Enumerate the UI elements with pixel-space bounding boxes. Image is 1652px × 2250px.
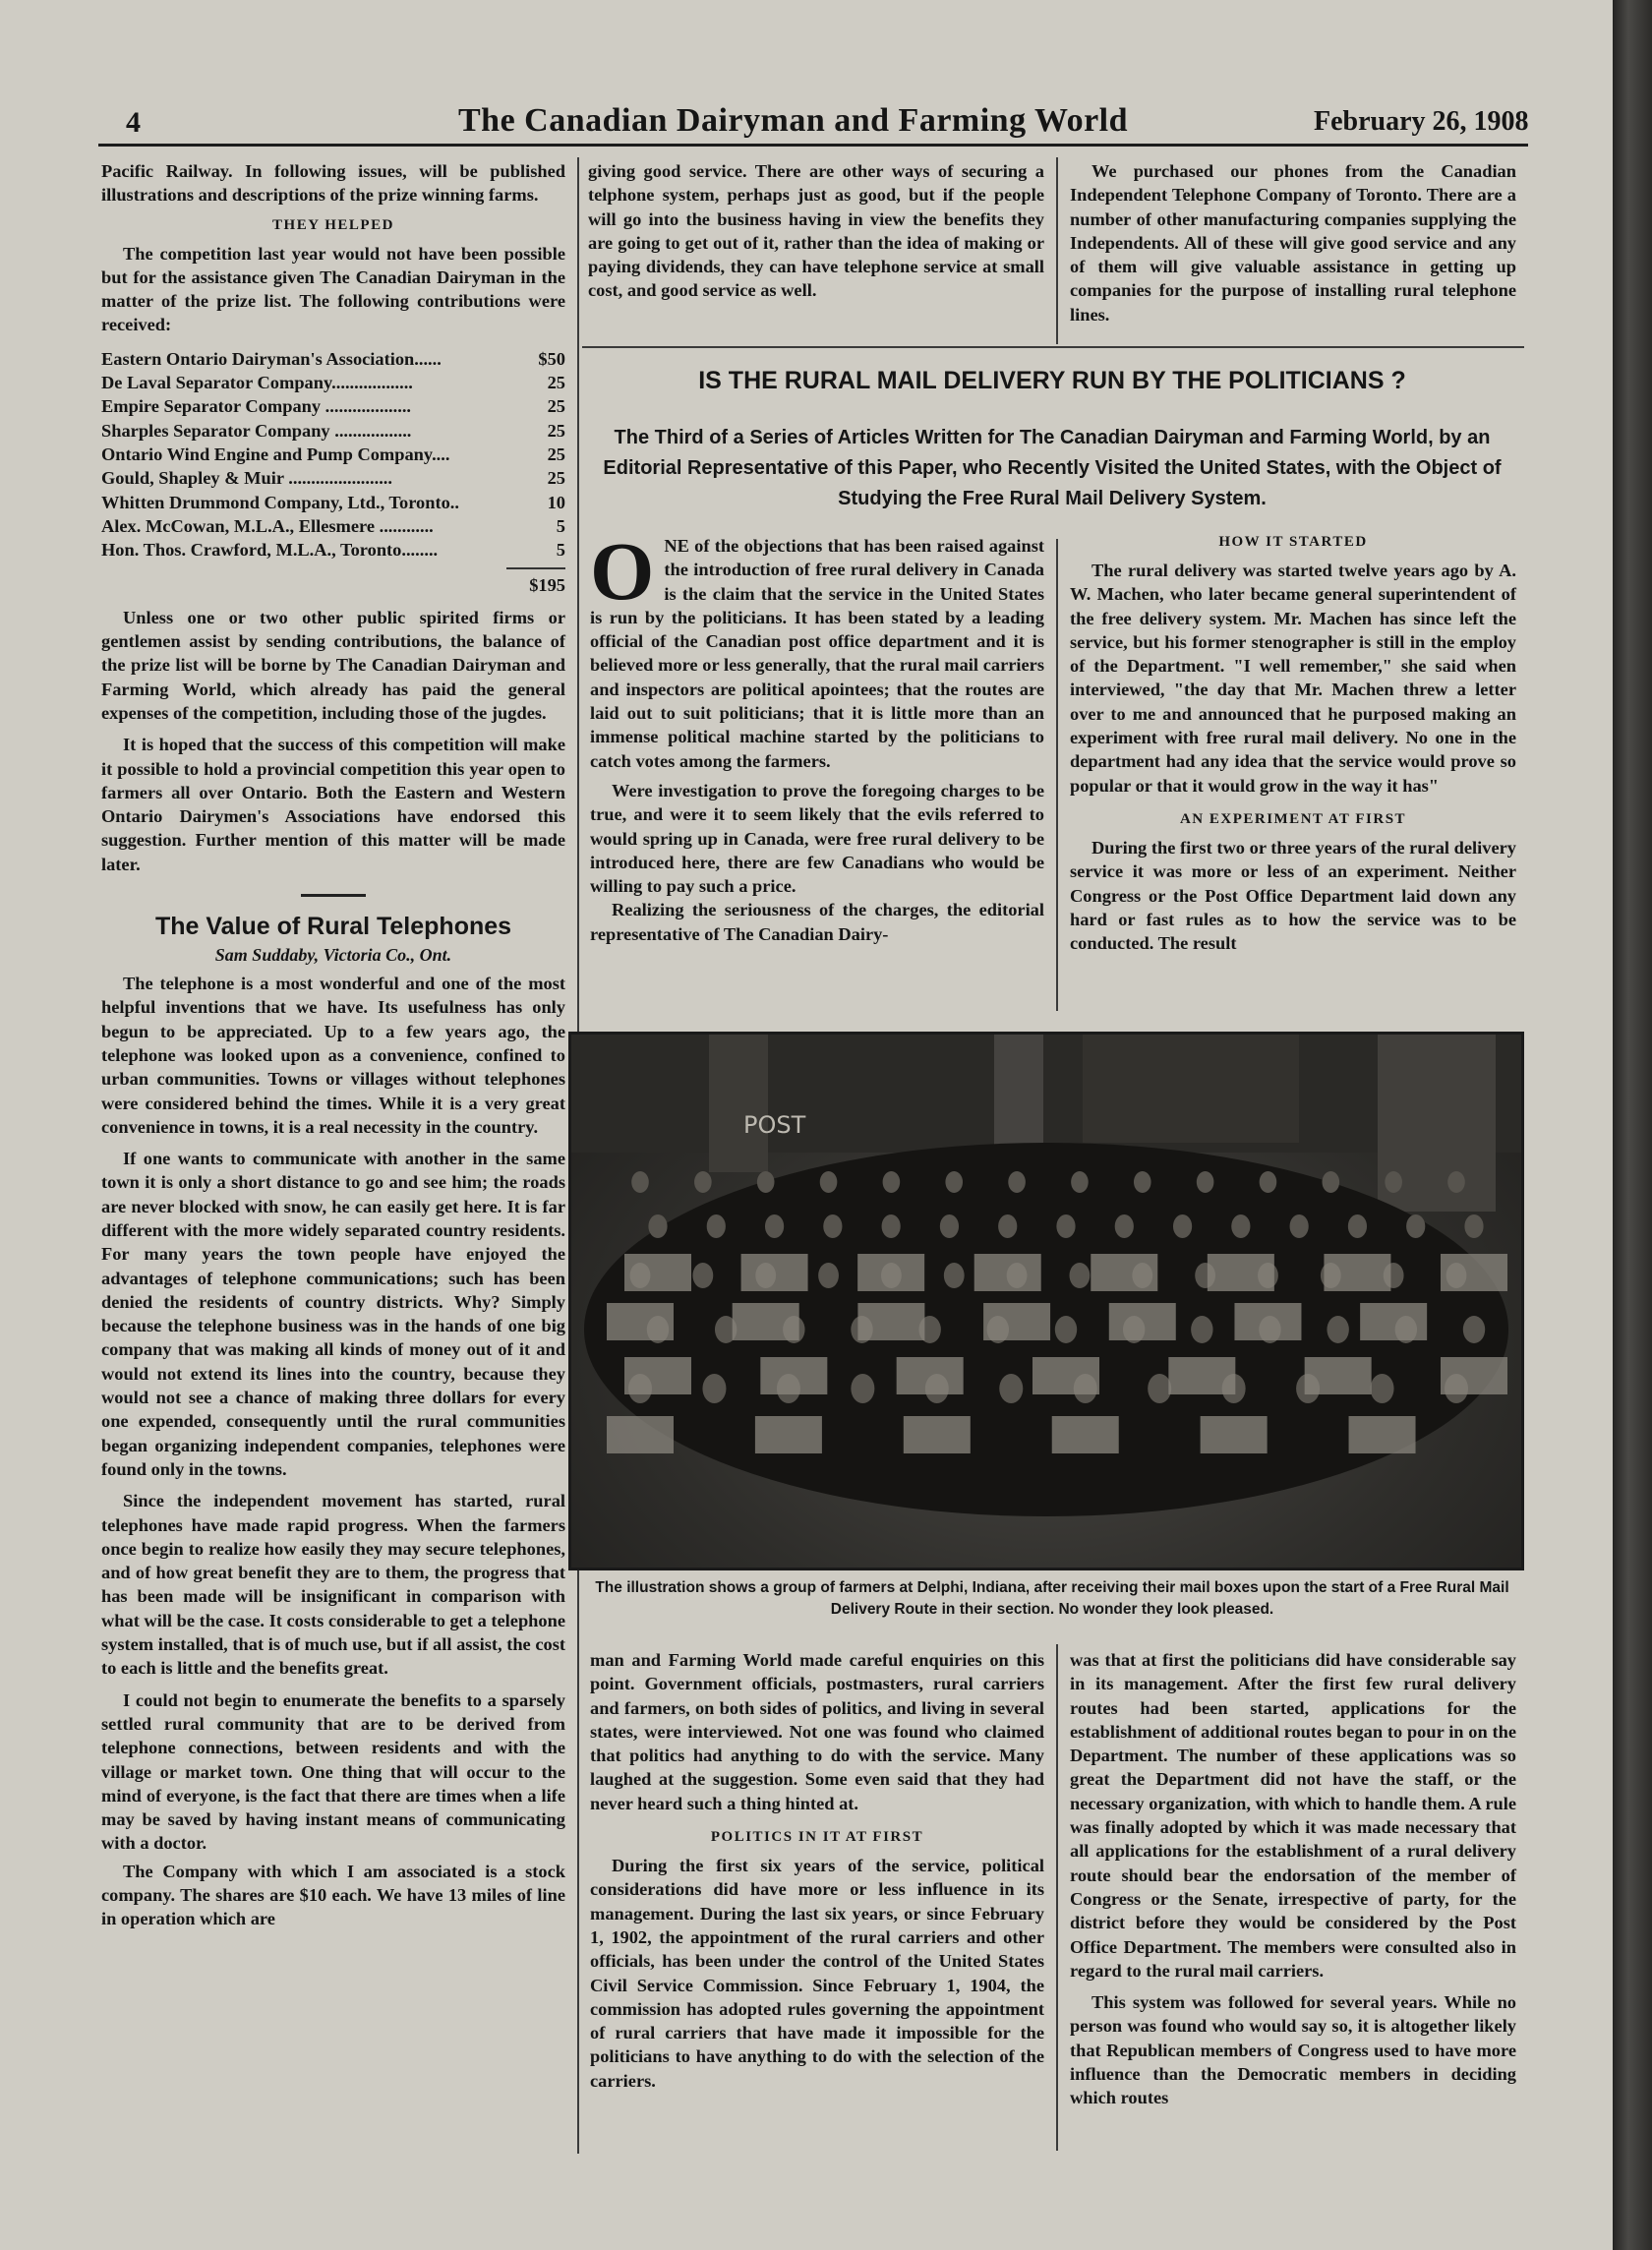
contribution-row (101, 491, 565, 514)
politics-heading: POLITICS IN IT AT FIRST (710, 1829, 924, 1846)
mail-paragraph: Were investigation to prove the foregoing charges to be true, and were it to seem likely that the evils referred to would spring up in Canada, were free rural delivery to be introduced here, there are few Canadians who would be willing to pay such a price. (590, 780, 1044, 897)
contribution-amount: 25 (547, 444, 565, 464)
column-left (101, 159, 565, 1931)
contribution-amount: 25 (547, 468, 565, 489)
contributor-name: Ontario Wind Engine and Pump Company.... (101, 444, 450, 464)
contribution-row (101, 466, 565, 490)
column-divider-bottom (1056, 1644, 1058, 2151)
page-number: 4 (126, 106, 141, 139)
mail-paragraph: During the first two or three years of the rural delivery service it was more or less of an experiment. Neither Congress or the Post Office Department laid down any hard or fast rules as to how the service was to be conducted. The result (1070, 837, 1516, 954)
contributor-name: Sharples Separator Company ................. (101, 420, 412, 441)
contributor-name: Gould, Shapley & Muir ....................... (101, 468, 392, 489)
telephone-paragraph: If one wants to communicate with another in the same town it is only a short distance to go and see him; the roads are never blocked with snow, he can easily get here. It is far different with the more widely separated country residents. For many years the town people have enjoyed the advantages of telephone communications; such has been denied the residents of country districts. Why? Simply because the telephone business was in the hands of one big company that was making all kinds of money out of it and would not extend its lines into the country, because they would not see a chance of making three dollars for every one expended, consequently until the rural communities began organizing independent companies, telephones were found only in the towns. (101, 1149, 565, 1479)
mail-paragraph: This system was followed for several years. While no person was found who would say so, it is altogether likely that Republican members of Congress used to have more influence than the Democratic members in deciding which routes (1070, 1992, 1516, 2108)
contribution-amount: 25 (547, 396, 565, 417)
contributor-name: Hon. Thos. Crawford, M.L.A., Toronto........ (101, 540, 439, 561)
hoped-paragraph: It is hoped that the success of this competition will make it possible to hold a provincial competition this year open to farmers all over Ontario. Both the Eastern and Western Ontario Dairymen's Associations have endorsed this suggestion. Further mention of this matter will be made later. (101, 735, 565, 874)
experiment-heading: AN EXPERIMENT AT FIRST (1179, 810, 1407, 827)
they-helped-heading: THEY HELPED (272, 216, 394, 233)
contributor-name: Alex. McCowan, M.L.A., Ellesmere ............ (101, 515, 434, 536)
contributor-name: Whitten Drummond Company, Ltd., Toronto.. (101, 492, 459, 512)
drop-cap: O (590, 526, 655, 618)
mail-article-column-4 (1070, 1648, 1516, 2110)
mail-article-column-1 (590, 526, 1044, 946)
article-top-rule (582, 346, 1524, 348)
header-rule (98, 144, 1528, 147)
column-middle-top (588, 159, 1044, 303)
contributor-name: Empire Separator Company ................... (101, 396, 412, 417)
contributions-total: $195 (506, 567, 565, 597)
telephone-article-title: The Value of Rural Telephones (154, 913, 512, 941)
contribution-amount: 10 (547, 492, 565, 512)
section-divider (301, 894, 366, 897)
mail-paragraph: During the first six years of the service, political considerations did have more or less influence in its management. During the last six years, or since February 1, 1902, the appointment of the rural carriers and other officials, has been under the control of the United States Civil Service Commission. Since February 1, 1904, the commission has adopted rules governing the appointment of rural carriers that have made it impossible for the politicians to have anything to do with the selection of the carriers. (590, 1856, 1044, 2091)
contribution-row (101, 419, 565, 443)
masthead-title: The Canadian Dairyman and Farming World (458, 102, 1129, 139)
mail-article-column-2 (1070, 534, 1516, 955)
contributions-total-wrap (101, 567, 565, 597)
page-binding-edge (1613, 0, 1652, 2250)
mail-article-headline: IS THE RURAL MAIL DELIVERY RUN BY THE POLITICIANS ? (698, 367, 1406, 394)
contributor-name: De Laval Separator Company.................. (101, 373, 413, 393)
mail-paragraph: man and Farming World made careful enquiries on this point. Government officials, postmasters, rural carriers and farmers, on both sides of politics, and living in several states, were interviewed. Not one was found who claimed that politics had anything to do with the service. Many laughed at the suggestion. Some even said that they had never heard such a thing hinted at. (590, 1650, 1044, 1813)
mail-paragraph: The rural delivery was started twelve years ago by A. W. Machen, who later became general superintendent of the free delivery system. Mr. Machen has since left the service, but his former stenographer is still in the employ of the Department. "I well remember," she said when interviewed, "the day that Mr. Machen threw a letter over to me and announced that he purposed making an experiment with free rural mail delivery. No one in the department had any idea that the service would prove so popular or that it would grow in the way it has" (1070, 561, 1516, 796)
mail-article-subhead: The Third of a Series of Articles Written for The Canadian Dairyman and Farming World, by an Editorial Representative of this Paper, who Recently Visited the United States, with the Object of Studying the Free Rural Mail Delivery System. (603, 427, 1502, 509)
contribution-amount: 5 (556, 540, 565, 561)
telephone-paragraph: The Company with which I am associated is a stock company. The shares are $10 each. We have 13 miles of line in operation which are (101, 1861, 565, 1929)
photo-illustration (571, 1035, 1521, 1568)
telephone-continued-paragraph: giving good service. There are other ways of securing a telphone system, perhaps just as good, but if the people will go into the business having in view the benefits they are going to get out of it, rather than the idea of making or paying dividends, they can have telephone service at small cost, and good service as well. (588, 161, 1044, 301)
mail-paragraph: Realizing the seriousness of the charges, the editorial representative of The Canadian Dairy- (590, 900, 1044, 944)
column-divider-mid (1056, 539, 1058, 1011)
unless-paragraph: Unless one or two other public spirited firms or gentlemen assist by sending contributions, the balance of the prize list will be borne by The Canadian Dairyman and Farming World, which already has paid the general expenses of the competition, including those of the jugdes. (101, 607, 565, 723)
contribution-row (101, 347, 565, 371)
contribution-amount: 25 (547, 373, 565, 393)
mail-article-column-3 (590, 1648, 1044, 2093)
issue-date: February 26, 1908 (1314, 106, 1529, 137)
mail-paragraph: was that at first the politicians did have considerable say in its management. After the first few rural delivery routes had been started, applications for the establishment of additional routes began to pour in on the Department. The number of these applications was so great the Department did not have the staff, or the necessary organization, with which to handle them. A rule was finally adopted by which it was made necessary that all applications for the establishment of a rural delivery route should bear the endorsation of the member of Congress or the Senate, irrespective of party, for the district before they would be considered by the Post Office Department. The members were consulted also in regard to the rural mail carriers. (1070, 1650, 1516, 1981)
contribution-amount: 25 (547, 420, 565, 441)
contribution-amount: 5 (556, 515, 565, 536)
contribution-amount: $50 (538, 348, 565, 369)
contribution-row (101, 443, 565, 466)
how-it-started-heading: HOW IT STARTED (1218, 534, 1368, 550)
post-office-sign: POST (743, 1111, 806, 1139)
column-right-top (1070, 159, 1516, 326)
telephone-purchase-paragraph: We purchased our phones from the Canadian Independent Telephone Company of Toronto. There are a number of other manufacturing companies supplying the Independents. All of these will give good service and any of them will give valuable assistance in getting up companies for the purpose of installing rural telephone lines. (1070, 161, 1516, 325)
they-helped-paragraph: The competition last year would not have been possible but for the assistance given The Canadian Dairyman in the matter of the prize list. The following contributions were received: (101, 243, 565, 335)
contribution-row (101, 514, 565, 538)
telephone-article-byline: Sam Suddaby, Victoria Co., Ont. (214, 945, 452, 966)
contributions-list (101, 347, 565, 562)
photo-caption: The illustration shows a group of farmers at Delphi, Indiana, after receiving their mail boxes upon the start of a Free Rural Mail Delivery Route in their section. No wonder they look pleased. (595, 1579, 1509, 1618)
contribution-row (101, 371, 565, 394)
column-divider-top-right (1056, 157, 1058, 344)
mail-paragraph: NE of the objections that has been raised against the introduction of free rural delivery in Canada is the claim that the service in the United States is run by the politicians. It has been stated by a leading official of the Canadian post office department and it is believed more or less generally, that the rural mail carriers and inspectors are political apointees; that the routes are laid out to suit politicians; that it is little more than an immense political machine started by the politicians to catch votes among the farmers. (590, 536, 1044, 771)
telephone-paragraph: Since the independent movement has started, rural telephones have made rapid progress. When the farmers once begin to realize how easily they may secure telephones, and of how great benefit they are to them, the progress that has been made will be insignificant in comparison with what will be the case. It costs considerable to get a telephone system installed, that is of much use, but if all assist, the cost to each is little and the benefits great. (101, 1491, 565, 1679)
telephone-paragraph: I could not begin to enumerate the benefits to a sparsely settled rural community that are to be derived from telephone connections, between residents and with the village or market town. One thing that will occur to the mind of everyone, is the fact that there are times when a life may be saved by having instant means of communicating with a doctor. (101, 1689, 565, 1854)
contribution-row (101, 538, 565, 562)
intro-paragraph: Pacific Railway. In following issues, will be published illustrations and descriptions of the prize winning farms. (101, 161, 565, 206)
contributor-name: Eastern Ontario Dairyman's Association...... (101, 348, 442, 369)
farmers-group-photo (568, 1032, 1524, 1570)
telephone-paragraph: The telephone is a most wonderful and one of the most helpful inventions that we have. Its usefulness has only begun to be appreciated. Up to a few years ago, the telephone was looked upon as a convenience, confined to urban communities. Towns or villages without telephones were considered behind the times. While it is a very great convenience in towns, it is a real necessity in the country. (101, 974, 565, 1137)
contribution-row (101, 394, 565, 418)
